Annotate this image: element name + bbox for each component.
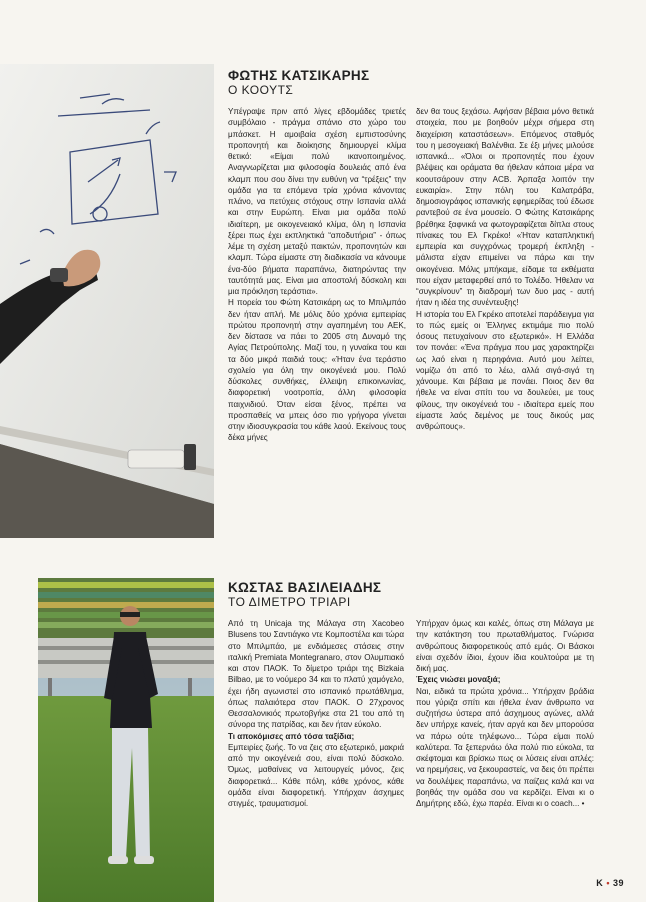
question: Τι αποκόμισες από τόσα ταξίδια; [228,731,355,741]
article-2-title: ΤΟ ΔΙΜΕΤΡΟ ΤΡΙΑΡΙ [228,595,351,609]
article-2-column-2 [416,618,594,809]
question: Έχεις νιώσει μοναξιά; [416,675,501,685]
article-1-column-1 [228,106,406,444]
photo-player-outdoor [38,578,214,902]
article-2-name: ΚΩΣΤΑΣ ΒΑΣΙΛΕΙΑΔΗΣ [228,580,382,595]
paragraph: Υπήρχαν όμως και καλές, όπως στη Μάλαγα με την κατάκτηση του πρωταθλήματος. Γνώρισα ανθρώπους διαφορετικούς από εμάς. Οι Βάσκοι είναι σχεδόν ίδιοι, έχουν ίδια κουλτούρα με τη δική μας. [416,619,594,673]
page-mark: K [596,878,604,888]
page-separator: • [606,878,610,888]
photo-coach-whiteboard [0,64,214,538]
article-2-column-1 [228,618,404,809]
article-1-column-2 [416,106,594,432]
answer: Εμπειρίες ζωής. Το να ζεις στο εξωτερικό, μακριά από την οικογένειά σου, είναι πολύ δύσκολο. Όμως, μαθαίνεις να λειτουργείς μόνος, ζεις διαφορετικά... Κάθε πόλη, κάθε χρόνος, κάθε ομάδα είναι διαφορετική. Υπήρχαν άσχημες στιγμές, τραυματισμοί. [228,742,404,808]
page-number-value: 39 [612,878,624,888]
page-number [596,878,624,888]
player-illustration [38,578,214,902]
whiteboard-illustration [0,64,214,538]
paragraph: Η πορεία του Φώτη Κατσικάρη ως το Μπιλμπάο δεν ήταν απλή. Με μόλις δύο χρόνια εμπειρίας πρώτου προπονητή στην αγαπημένη του ΑΕΚ, δεν δίστασε να πάει το 2005 στη Δυναμό της Αγίας Πετρούπολης. Μαζί του, η γυναίκα του και τα δύο μικρά παιδιά τους: «Ήταν ένα τεράστιο σχολείο για όλη την οικογένειά μου. Πολύ δύσκολες συνθήκες, έλλειψη επικοινωνίας, διαφορετική νοοτροπία, άλλη φιλοσοφία παιχνιδιού. Όταν είσαι ξένος, πρέπει να προσπαθείς να μπεις όσο πιο γρήγορα γίνεται στην ιδιοσυγκρασία του κάθε λαού. Εκείνους τους δέκα μήνες [228,298,406,443]
answer: Ναι, ειδικά τα πρώτα χρόνια... Υπήρχαν βράδια που γύριζα σπίτι και ήθελα έναν άνθρωπο να συζητήσω ύστερα από άσχημους αγώνες, αλλά δεν υπήρχε κανείς, ήταν αργά και δεν μπορούσα να πάρω ούτε τηλέφωνο... Τώρα είμαι πολύ καλύτερα. Τα ξεπερνάω όλα πολύ πιο εύκολα, τα σκέφτομαι και βρίσκω πως οι λύσεις είναι απλές: να ηρεμήσεις, να ξεκουραστείς, να δεις ότι πρέπει να δουλέψεις παραπάνω, να παίζεις καλά και να βοηθάς την ομάδα σου να κερδίζει. Είναι κι ο Δημήτρης εδώ, έχω παρέα. Είναι κι ο coach... • [416,686,594,808]
paragraph: Η ιστορία του Ελ Γκρέκο αποτελεί παράδειγμα για το πώς εμείς οι Έλληνες εκτιμάμε πιο πολύ όσους πετυχαίνουν στο εξωτερικό». Η Ελλάδα τον πονάει: «Ένα πράγμα που μας χαρακτηρίζει ως λαό είναι η περηφάνια. Αυτό μου λείπει, νομίζω ότι από το λέω, αλλά σιγά-σιγά τη χάνουμε. Και βέβαια με πονάει. Ποιος δεν θα ήθελε να είναι σπίτι του να δουλεύει, με τους φίλους, την οικογένειά του - ιδιαίτερα εμείς που είμαστε λαός δεμένος με τους δικούς μας ανθρώπους». [416,309,594,431]
paragraph: Υπέγραψε πριν από λίγες εβδομάδες τριετές συμβόλαιο - πράγμα σπάνιο στο χώρο του μπάσκετ. Η αμοιβαία σχέση εμπιστοσύνης προπονητή και διοίκησης δημιουργεί κλίμα θετικό: «Είμαι πολύ ικανοποιημένος. Αναγνωρίζεται μια φιλοσοφία δουλειάς από ένα κλαμπ που σου δίνει την ευθύνη να “τρέξεις” την ομάδα για τα επόμενα τρία χρόνια κάνοντας πλάνο, να πετύχεις στόχους στην Ισπανία αλλά και στην Ευρώπη. Είναι μια ομάδα πολύ ιδιαίτερη, με οικογενειακό κλίμα, όλη η Ισπανία ξέρει πως έχει εκπληκτικά “αποδυτήρια” - όπως λέμε τη σχέση μεταξύ παικτών, προπονητών και κλαμπ. Τώρα είμαστε στη διαδικασία να κάνουμε ένα-δύο βήματα παραπάνω, διατηρώντας την ταυτότητά μας. Είναι μια αποστολή δύσκολη και μια πρόκληση τεράστια». [228,107,406,296]
paragraph: δεν θα τους ξεχάσω. Αφήσαν βέβαια μόνο θετικά στοιχεία, που με βοηθούν μέχρι σήμερα στη διαχείριση καταστάσεων». Επόμενος σταθμός του η μεσογειακή Βαλένθια. Σε έξι μήνες μιλούσε ισπανικά... «Όλοι οι προπονητές που έχουν βλέψεις και οράματα θα ήθελαν κάποια μέρα να κοουτσάρουν στην ACB. Άρπαξα λοιπόν την ευκαιρία». Στην πόλη του Καλατράβα, δημοσιογράφος ισπανικής εφημερίδας τού έδωσε ραντεβού σε ένα μουσείο. Ο Φώτης Κατσικάρης βρέθηκε ξαφνικά να φωτογραφίζεται δίπλα στους πίνακες του Ελ Γκρέκο! «Ήταν καταπληκτική εμπειρία και συγχρόνως τρομερή έκπληξη - μάλιστα είχαν επιμείνει να πάρω και την οικογένεια. Μόλις μπήκαμε, είδαμε τα εκθέματα που είχαν μεταφερθεί από το Τολέδο. Ήθελαν να “συγκρίνουν” τη διαδρομή των δυο μας - αυτή ήταν η ιδέα της συνέντευξης! [416,107,594,308]
paragraph: Από τη Unicaja της Μάλαγα στη Xacobeo Blusens του Σαντιάγκο ντε Κομποστέλα και τώρα στο Μπιλμπάο, με ενδιάμεσες στάσεις στην ιταλική Premiata Montegranaro, στον Ολυμπιακό και στον ΠΑΟΚ. Το δίμετρο τριάρι της Bizkaia Bilbao, με το νούμερο 34 και το πλατύ χαμόγελο, έχει ήδη αγωνιστεί στο ισπανικό πρωτάθλημα, όπως παλαιότερα στον ΠΑΟΚ. Ο 27χρονος Θεσσαλονικιός πρωτοβγήκε στα 21 του από τη σύνορα της πατρίδας, και δεν ήταν εύκολο. [228,619,404,730]
article-1-title: Ο ΚΟΟΥΤΣ [228,83,294,97]
article-1-name: ΦΩΤΗΣ ΚΑΤΣΙΚΑΡΗΣ [228,68,370,83]
